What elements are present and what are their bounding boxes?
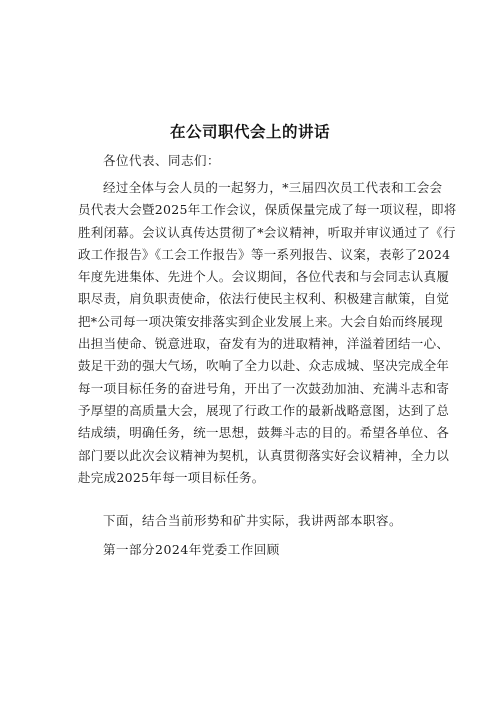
body-line: 职尽责，肩负职责使命，依法行使民主权利、积极建言献策，自觉 [78, 291, 450, 307]
intro-sentence: 下面，结合当前形势和矿井实际，我讲两部本职容。 [103, 513, 403, 528]
body-line: 结成绩，明确任务，统一思想，鼓舞斗志的目的。希望各单位、各 [78, 425, 450, 441]
body-line: 鼓足干劲的强大气场，吹响了全力以赴、众志成城、坚决完成全年 [78, 358, 450, 374]
section-heading: 第一部分2024年党委工作回顾 [103, 542, 280, 557]
body-line: 年度先进集体、先进个人。会议期间，各位代表和与会同志认真履 [78, 269, 450, 285]
body-line: 赴完成2025年每一项目标任务。 [78, 469, 265, 485]
body-line: 每一项目标任务的奋进号角，开出了一次鼓劲加油、充满斗志和寄 [78, 380, 450, 396]
body-line: 予厚望的高质量大会，展现了行政工作的最新战略意图，达到了总 [78, 402, 450, 418]
body-paragraph [78, 177, 457, 489]
body-line: 政工作报告》《工会工作报告》等一系列报告、议案，表彰了2024 [78, 246, 451, 262]
salutation: 各位代表、同志们： [103, 153, 221, 168]
body-line: 把*公司每一项决策安排落实到企业发展上来。大会自始而终展现 [78, 313, 443, 329]
body-line: 员代表大会暨2025年工作会议，保质保量完成了每一项议程，即将 [78, 202, 457, 218]
body-line: 经过全体与会人员的一起努力，*三届四次员工代表和工会会 [103, 180, 443, 195]
body-line: 部门要以此次会议精神为契机，认真贯彻落实好会议精神，全力以 [78, 447, 450, 463]
document-title: 在公司职代会上的讲话 [169, 123, 330, 141]
body-line: 胜利闭幕。会议认真传达贯彻了*会议精神，听取并审议通过了《行 [78, 224, 456, 240]
body-line: 出担当使命、锐意进取，奋发有为的进取精神，洋溢着团结一心、 [78, 336, 450, 352]
